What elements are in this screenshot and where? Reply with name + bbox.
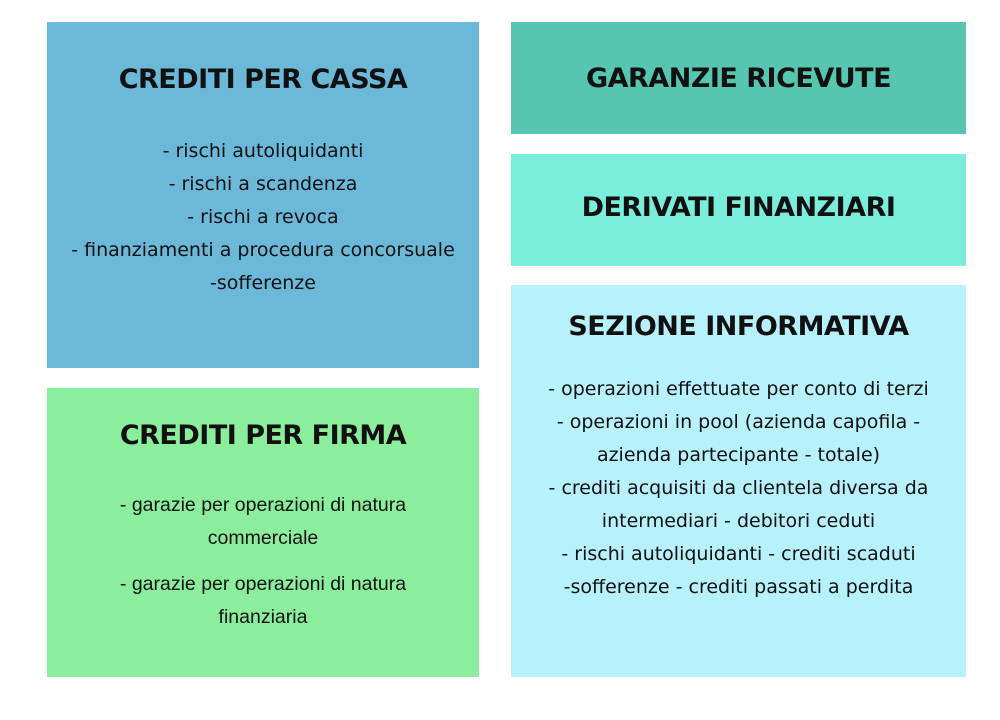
list-item: - operazioni in pool (azienda capofila - azienda partecipante - totale) [556,411,921,466]
list-item: - rischi a scandenza [168,173,358,195]
crediti-per-cassa-list [47,135,479,300]
list-item: - rischi a revoca [187,206,339,228]
sezione-informativa-title: SEZIONE INFORMATIVA [568,311,909,342]
crediti-per-cassa-box [47,22,479,368]
garanzie-ricevute-box [511,22,966,134]
list-item: - garazie per operazioni di natura finanziaria [119,573,407,628]
list-item: - finanziamenti a procedura concorsuale [71,239,455,261]
list-item: - garazie per operazioni di natura commerciale [119,494,407,549]
sezione-informativa-list [539,373,938,604]
garanzie-ricevute-title: GARANZIE RICEVUTE [585,63,892,94]
derivati-finanziari-title: DERIVATI FINANZIARI [581,192,896,223]
list-item: - rischi autoliquidanti - crediti scaduti [561,543,916,565]
list-item: -sofferenze [210,272,316,294]
crediti-per-cassa-title: CREDITI PER CASSA [118,64,408,95]
crediti-per-firma-box [47,388,479,677]
sezione-informativa-box [511,285,966,677]
derivati-finanziari-box [511,154,966,266]
list-item: - rischi autoliquidanti [162,140,364,162]
list-item: - crediti acquisiti da clientela diversa da intermediari - debitori ceduti [548,477,929,532]
list-item: -sofferenze - crediti passati a perdita [563,576,914,598]
crediti-per-firma-title: CREDITI PER FIRMA [119,420,407,451]
list-item: - operazioni effettuate per conto di terzi [548,378,929,400]
